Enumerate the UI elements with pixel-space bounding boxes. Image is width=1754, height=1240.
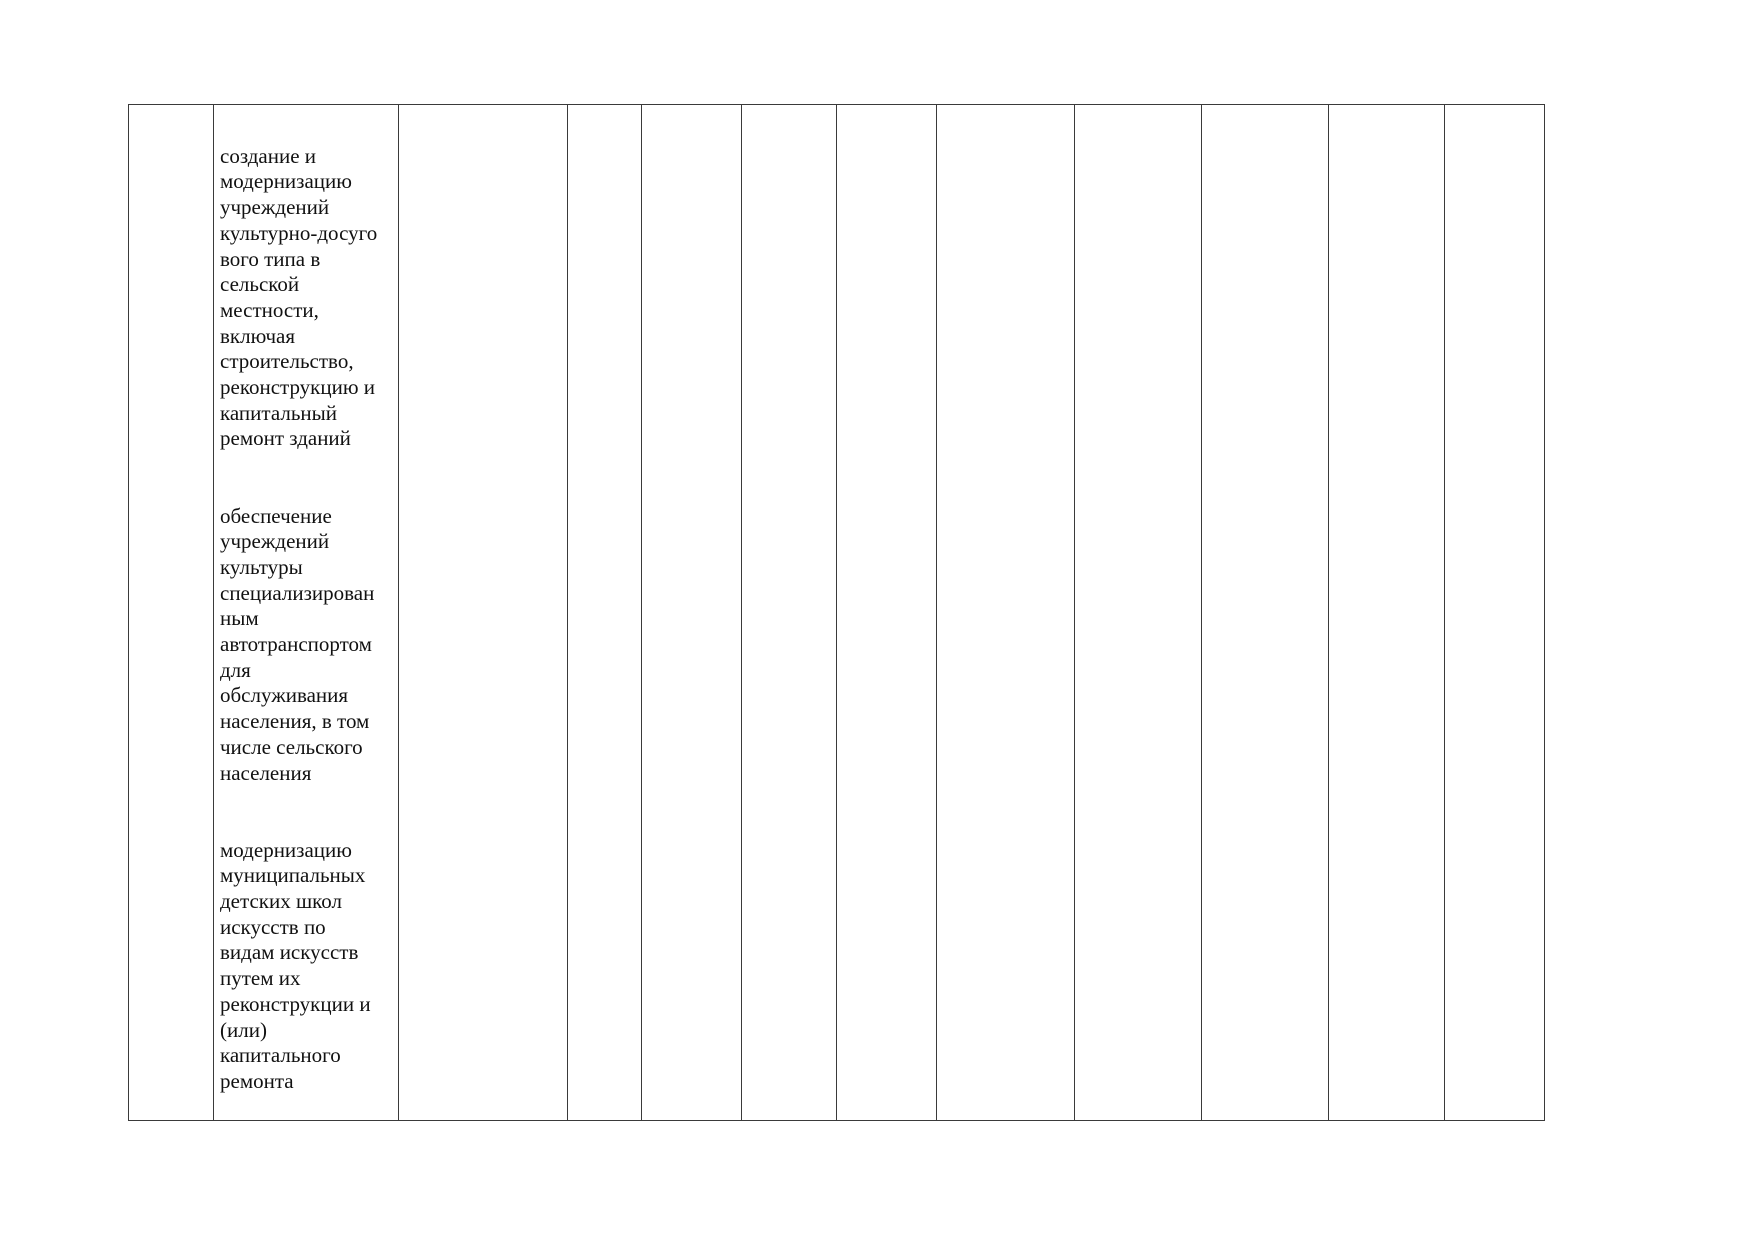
table-cell-12 xyxy=(1445,105,1545,1121)
paragraph-rural-culture-institutions: создание и модернизацию учреждений культурно-досуго вого типа в сельской местности, включая строительство, реконструкцию и капитальный ремонт зданий xyxy=(220,143,378,451)
table-cell-7 xyxy=(837,105,937,1121)
table-cell-3 xyxy=(399,105,568,1121)
paragraph-specialized-transport: обеспечение учреждений культуры специализирован ным автотранспортом для обслуживания населения, в том числе сельского населения xyxy=(220,503,375,785)
table-cell-5 xyxy=(642,105,742,1121)
table-cell-2 xyxy=(214,105,399,1121)
table-cell-10 xyxy=(1202,105,1329,1121)
table-cell-11 xyxy=(1329,105,1445,1121)
document-table xyxy=(128,104,1545,1121)
table-cell-8 xyxy=(937,105,1075,1121)
table-cell-6 xyxy=(742,105,837,1121)
table-cell-4 xyxy=(568,105,642,1121)
table-cell-1 xyxy=(129,105,214,1121)
paragraph-art-schools-modernization: модернизацию муниципальных детских школ искусств по видам искусств путем их реконструкции и (или) капитального ремонта xyxy=(220,837,371,1093)
table-cell-9 xyxy=(1075,105,1202,1121)
cell-text-block xyxy=(214,105,398,1120)
table-row xyxy=(129,105,1545,1121)
